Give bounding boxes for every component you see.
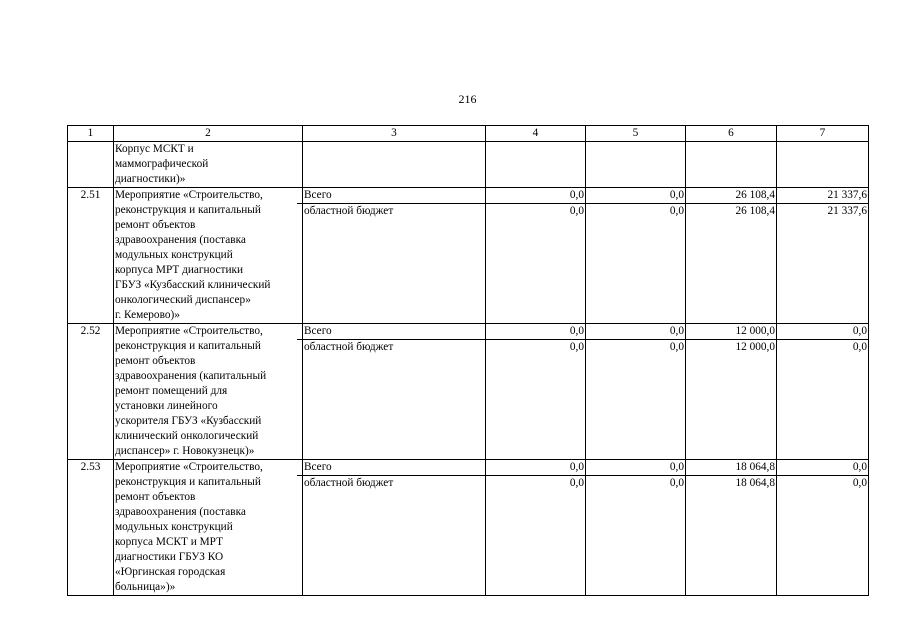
item-name-line: ускорителя ГБУЗ «Кузбасский [115,415,262,427]
item-name-line: корпуса МСКТ и МРТ [115,536,223,548]
value-text: 0,0 [852,477,867,489]
value-cell [586,460,686,596]
item-name-line: онкологический диспансер» [115,294,251,306]
item-name-line: Мероприятие «Строительство, [115,461,263,473]
item-name-cell [114,188,303,324]
value-cell [777,142,869,188]
item-name-line: реконструкция и капитальный [115,204,261,216]
funding-source-label: Всего [297,324,486,340]
column-header: 3 [303,126,486,142]
value-cell [686,142,777,188]
value-cell [777,460,869,596]
item-name-line: «Юргинская городская [115,566,226,578]
value-text: 0,0 [776,324,869,340]
item-name-line: больница»)» [115,581,176,593]
item-name-line: установки линейного [115,400,218,412]
value-cell [686,460,777,596]
value-cell [486,460,586,596]
value-text: 0,0 [669,341,684,353]
value-text: 12 000,0 [685,324,777,340]
value-text: 0,0 [569,205,584,217]
value-cell [486,188,586,324]
item-name-line: ремонт объектов [115,219,196,231]
item-name-cell [114,460,303,596]
table-row [68,188,869,324]
item-name-line: диагностики ГБУЗ КО [115,551,224,563]
value-cell [586,188,686,324]
continuation-row [68,142,869,188]
value-cell [777,324,869,460]
value-cell [486,324,586,460]
value-text: 0,0 [585,188,686,204]
item-name-line: здравоохранения (поставка [115,234,246,246]
item-name-line: модульных конструкций [115,521,233,533]
funding-source-label: Всего [297,460,486,476]
funding-source-cell [303,324,486,460]
budget-table [67,125,869,596]
column-header: 6 [686,126,777,142]
item-name-line: модульных конструкций [115,249,233,261]
value-cell [777,188,869,324]
item-name-line: маммографической [115,158,209,170]
item-name-line: Мероприятие «Строительство, [115,189,263,201]
value-cell [686,188,777,324]
funding-source-cell [303,142,486,188]
column-header: 1 [68,126,114,142]
item-number-cell: 2.51 [68,188,114,324]
item-name-line: здравоохранения (поставка [115,506,246,518]
table-row [68,324,869,460]
item-number-cell [68,142,114,188]
value-cell [586,142,686,188]
value-text: 0,0 [585,324,686,340]
value-cell [686,324,777,460]
funding-source-label: областной бюджет [304,477,394,489]
value-text: 0,0 [585,460,686,476]
funding-source-cell [303,188,486,324]
item-name-line: здравоохранения (капитальный [115,370,267,382]
item-name-line: корпуса МРТ диагностики [115,264,244,276]
value-text: 21 337,6 [827,205,867,217]
value-text: 0,0 [569,341,584,353]
item-name-line: ГБУЗ «Кузбасский клинический [115,279,271,291]
value-text: 26 108,4 [735,205,775,217]
item-number-cell: 2.53 [68,460,114,596]
value-text: 0,0 [485,324,586,340]
item-name-line: диспансер» г. Новокузнецк)» [115,445,255,457]
item-name-line: ремонт объектов [115,491,196,503]
item-name-line: г. Кемерово)» [115,309,180,321]
item-name-line: ремонт объектов [115,355,196,367]
value-text: 0,0 [669,477,684,489]
value-text: 18 064,8 [685,460,777,476]
funding-source-cell [303,460,486,596]
value-text: 26 108,4 [685,188,777,204]
item-name-line: Корпус МСКТ и [115,143,194,155]
item-name-line: ремонт помещений для [115,385,228,397]
column-header: 7 [777,126,869,142]
item-name-cell [114,142,303,188]
header-row [68,126,869,142]
value-text: 0,0 [485,188,586,204]
value-text: 21 337,6 [776,188,869,204]
value-cell [586,324,686,460]
item-number-cell: 2.52 [68,324,114,460]
page-number: 216 [458,92,477,106]
table-row [68,460,869,596]
value-text: 0,0 [776,460,869,476]
item-name-cell [114,324,303,460]
item-name-line: клинический онкологический [115,430,259,442]
value-text: 0,0 [569,477,584,489]
value-text: 0,0 [485,460,586,476]
value-cell [486,142,586,188]
item-name-line: реконструкция и капитальный [115,476,261,488]
column-header: 2 [114,126,303,142]
funding-source-label: областной бюджет [304,205,394,217]
item-name-line: Мероприятие «Строительство, [115,325,263,337]
value-text: 0,0 [669,205,684,217]
value-text: 18 064,8 [735,477,775,489]
column-header: 5 [586,126,686,142]
funding-source-label: Всего [297,188,486,204]
item-name-line: реконструкция и капитальный [115,340,261,352]
value-text: 0,0 [852,341,867,353]
item-name-line: диагностики)» [115,173,186,185]
funding-source-label: областной бюджет [304,341,394,353]
value-text: 12 000,0 [735,341,775,353]
column-header: 4 [486,126,586,142]
